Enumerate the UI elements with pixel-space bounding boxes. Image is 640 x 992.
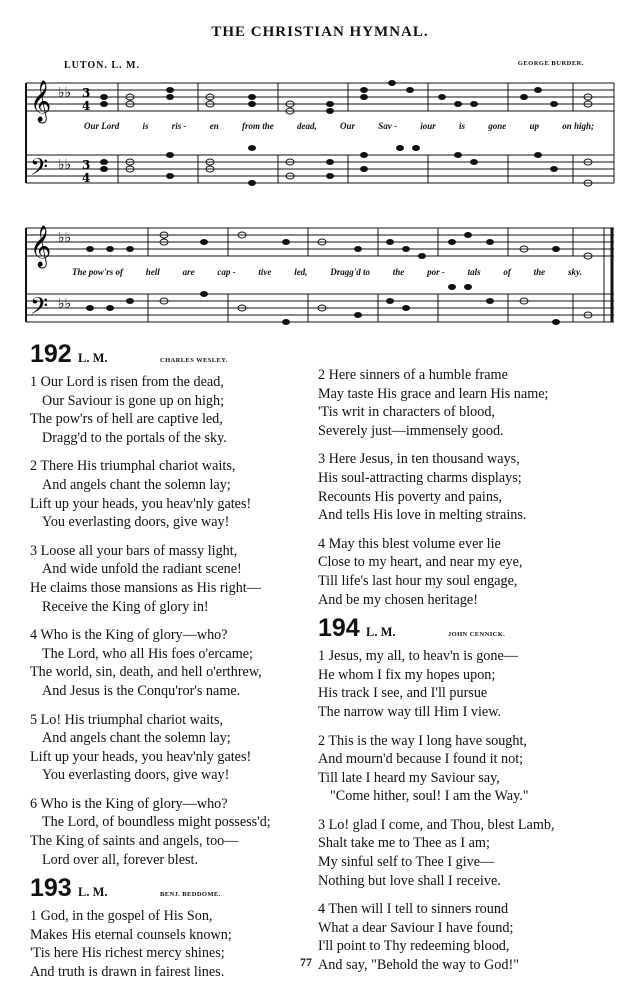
svg-text:4: 4 <box>82 171 91 185</box>
staff-notation <box>18 220 622 342</box>
stanza: 2 Here sinners of a humble frame May taste His grace and learn His name; 'Tis writ in characters of blood, Severely just—immensely good. <box>318 367 549 439</box>
hymn-number: 193 <box>30 874 72 903</box>
music-system-2 <box>18 220 622 342</box>
page-title: THE CHRISTIAN HYMNAL. <box>211 24 429 40</box>
hymn-meter: L. M. <box>78 885 108 900</box>
left-column <box>30 340 315 992</box>
right-column <box>318 366 618 985</box>
svg-text:♭♭: ♭♭ <box>58 157 72 173</box>
stanza: 3 Loose all your bars of massy light, And wide unfold the radiant scene! He claims those mansions as His right— Receive the King of glory in! <box>30 542 261 615</box>
music-system-1 <box>18 75 622 207</box>
tune-name: LUTON. L. M. <box>64 60 140 71</box>
svg-text:3: 3 <box>82 86 91 100</box>
hymn-194-heading <box>318 614 618 647</box>
svg-text:𝄞: 𝄞 <box>30 226 52 267</box>
hymn-author: CHARLES WESLEY. <box>160 357 228 364</box>
lyrics-line-1: Our Lord is ris - en from the dead, Our Sav - iour is gone up on high; <box>84 121 594 131</box>
stanza: 4 May this blest volume ever lie Close to my heart, and near my eye, Till life's last hour my soul engage, And be my chosen heritage! <box>318 535 523 608</box>
svg-text:𝄞: 𝄞 <box>30 81 52 122</box>
stanza: 1 God, in the gospel of His Son, Makes His eternal counsels known; 'Tis here His richest mercy shines; And truth is drawn in fairest lines. <box>30 908 232 981</box>
svg-text:𝄢: 𝄢 <box>30 153 49 186</box>
stanza: 1 Jesus, my all, to heav'n is gone— He whom I fix my hopes upon; His track I see, and I'll pursue The narrow way till Him I view. <box>318 648 518 720</box>
svg-text:4: 4 <box>82 99 91 113</box>
hymn-192-heading <box>30 340 315 373</box>
stanza: 3 Here Jesus, in ten thousand ways, His soul-attracting charms displays; Recounts His poverty and pains, And tells His love in melting strains. <box>318 451 527 524</box>
page-number: 77 <box>300 955 312 969</box>
hymn-author: BENJ. BEDDOME. <box>160 891 221 899</box>
svg-text:3: 3 <box>82 158 91 172</box>
stanza: 4 Who is the King of glory—who? The Lord, who all His foes o'ercame; The world, sin, death, and hell o'erthrew, And Jesus is the Conqu'ror's name. <box>30 627 262 699</box>
hymn-meter: L. M. <box>366 625 396 640</box>
stanza: 1 Our Lord is risen from the dead, Our Saviour is gone up on high; The pow'rs of hell are captive led, Dragg'd to the portals of the sky. <box>30 374 227 446</box>
hymn-number: 194 <box>318 614 360 643</box>
svg-text:𝄢: 𝄢 <box>30 292 49 325</box>
stanza: 2 This is the way I long have sought, And mourn'd because I found it not; Till late I heard my Saviour say, "Come hither, soul! I am the Way." <box>318 732 529 805</box>
stanza: 2 There His triumphal chariot waits, And angels chant the solemn lay; Lift up your heads, you heav'nly gates! You everlasting doors, give way! <box>30 458 252 531</box>
stanza: 5 Lo! His triumphal chariot waits, And angels chant the solemn lay; Lift up your heads, you heav'nly gates! You everlasting doors, give way! <box>30 711 252 784</box>
stanza: 4 Then will I tell to sinners round What a dear Saviour I have found; I'll point to Thy redeeming blood, And say, "Behold the way to God!" <box>318 901 519 974</box>
stanza: 6 Who is the King of glory—who? The Lord, of boundless might possess'd; The King of saints and angels, too— Lord over all, forever blest. <box>30 795 271 868</box>
svg-text:♭♭: ♭♭ <box>58 85 72 101</box>
hymn-193-heading <box>30 874 315 907</box>
staff-notation <box>18 75 622 207</box>
hymn-number: 192 <box>30 340 72 368</box>
tune-composer: GEORGE BURDER. <box>517 60 584 67</box>
svg-text:♭♭: ♭♭ <box>58 296 72 312</box>
lyrics-line-2: The pow'rs of hell are cap - tive led, Dragg'd to the por - tals of the sky. <box>72 267 582 277</box>
hymn-meter: L. M. <box>78 351 108 365</box>
hymn-author: JOHN CENNICK. <box>448 631 506 639</box>
stanza: 3 Lo! glad I come, and Thou, blest Lamb, Shalt take me to Thee as I am; My sinful self to Thee I give— Nothing but love shall I receive. <box>318 816 555 889</box>
svg-text:♭♭: ♭♭ <box>58 230 72 246</box>
